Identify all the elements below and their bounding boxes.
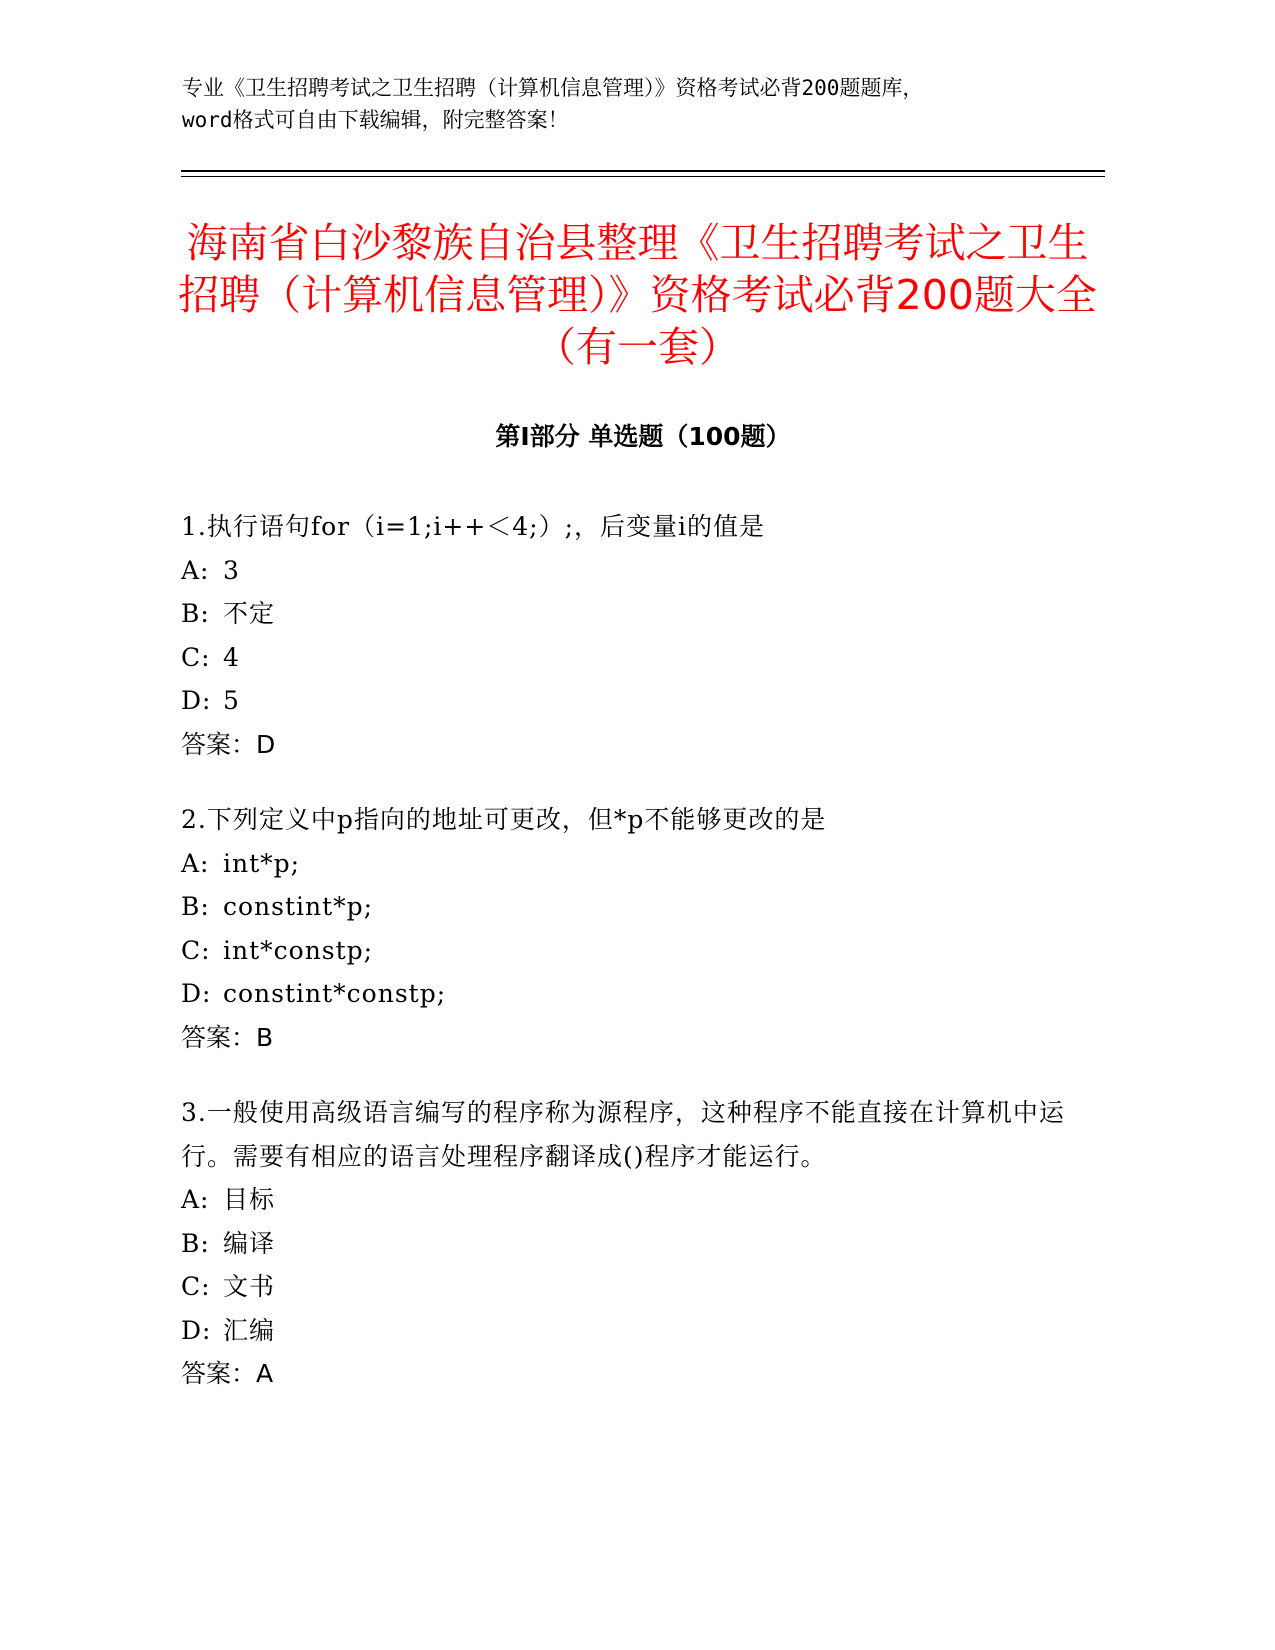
option-c	[181, 929, 1105, 973]
question-2	[181, 798, 1105, 1059]
header-divider-thick	[181, 170, 1105, 172]
option-text: 编译	[223, 1228, 276, 1258]
option-text: 3	[223, 555, 240, 585]
question-list	[181, 505, 1105, 1428]
option-text: int*constp;	[223, 935, 374, 965]
option-key: D:	[181, 979, 212, 1008]
option-c	[181, 1265, 1105, 1309]
option-b	[181, 592, 1105, 636]
option-b	[181, 885, 1105, 929]
option-c	[181, 636, 1105, 680]
section-title: 第Ⅰ部分 单选题（100题）	[495, 422, 791, 451]
document-title: 海南省白沙黎族自治县整理《卫生招聘考试之卫生招聘（计算机信息管理）》资格考试必背200题大全（有一套）	[178, 219, 1097, 371]
option-d	[181, 1309, 1105, 1353]
option-b	[181, 1222, 1105, 1266]
option-text: 汇编	[223, 1315, 276, 1345]
option-key: D:	[181, 1315, 212, 1345]
option-key: C:	[181, 935, 211, 965]
answer-line: 答案：D	[181, 729, 276, 759]
option-key: A:	[181, 555, 210, 585]
answer-line: 答案：A	[181, 1359, 274, 1388]
header-note-line-1: 专业《卫生招聘考试之卫生招聘（计算机信息管理）》资格考试必背200题题库，	[182, 76, 924, 100]
option-key: B:	[181, 599, 210, 628]
question-stem: 3.一般使用高级语言编写的程序称为源程序，这种程序不能直接在计算机中运行。需要有相应的语言处理程序翻译成()程序才能运行。	[181, 1098, 1065, 1171]
header-note	[182, 72, 1102, 136]
header-note-line-2: word格式可自由下载编辑，附完整答案！	[182, 108, 569, 132]
option-key: B:	[181, 892, 210, 921]
answer-line: 答案：B	[181, 1022, 274, 1052]
option-text: 4	[223, 642, 240, 672]
option-text: 目标	[223, 1185, 276, 1214]
option-d	[181, 679, 1105, 723]
question-1	[181, 505, 1105, 766]
option-text: constint*p;	[223, 892, 374, 921]
option-key: A:	[181, 1185, 210, 1214]
option-key: C:	[181, 642, 211, 672]
option-text: constint*constp;	[223, 979, 447, 1008]
option-text: 不定	[223, 599, 276, 628]
option-text: 文书	[223, 1272, 276, 1301]
option-key: D:	[181, 686, 212, 715]
option-key: A:	[181, 848, 210, 878]
question-stem: 1.执行语句for（i=1;i++＜4;）;，后变量i的值是	[181, 512, 766, 541]
question-3	[181, 1091, 1105, 1396]
option-key: C:	[181, 1272, 211, 1301]
option-text: 5	[223, 686, 240, 715]
option-d	[181, 972, 1105, 1016]
option-a	[181, 842, 1105, 886]
question-stem: 2.下列定义中p指向的地址可更改，但*p不能够更改的是	[181, 805, 827, 834]
option-a	[181, 549, 1105, 593]
header-divider-thin	[181, 176, 1105, 177]
option-key: B:	[181, 1228, 210, 1258]
option-a	[181, 1178, 1105, 1222]
option-text: int*p;	[223, 848, 301, 878]
